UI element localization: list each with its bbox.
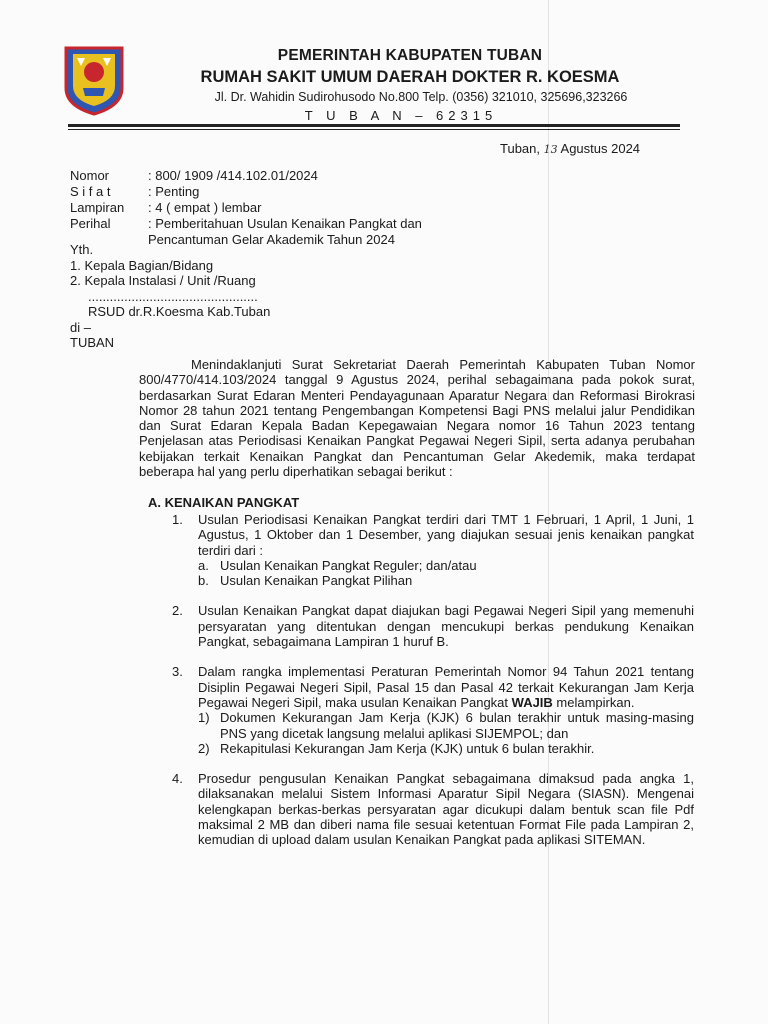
item-text-post: melampirkan. [552,694,635,710]
sub-item-text: Dokumen Kekurangan Jam Kerja (KJK) 6 bulan terakhir untuk masing-masing PNS yang dicetak langsung melalui aplikasi SIJEMPOL; dan [220,710,694,741]
meta-value: : Pemberitahuan Usulan Kenaikan Pangkat dan [148,216,422,231]
letterhead-city: T U B A N – 62315 [304,108,498,123]
sub-item-number: 1) [198,710,210,726]
addressee-line: RSUD dr.R.Koesma Kab.Tuban [88,304,271,319]
meta-key: S i f a t [70,184,111,199]
addressee-line: 1. Kepala Bagian/Bidang [70,257,214,273]
sub-item [198,710,694,741]
addressee-line: 2. Kepala Instalasi / Unit /Ruang [70,273,256,288]
meta-key: Nomor [70,168,110,183]
item-number: 3. [172,664,183,680]
item-body [198,664,694,756]
sub-item-text: Usulan Kenaikan Pangkat Reguler; dan/atau [220,557,477,573]
sub-item-letter: a. [198,557,209,573]
sub-item-text: Rekapitulasi Kekurangan Jam Kerja (KJK) untuk 6 bulan terakhir. [220,740,595,756]
sub-item-text: Usulan Kenaikan Pangkat Pilihan [220,573,413,589]
date-month-year: Agustus 2024 [560,141,641,156]
letterhead [140,46,680,125]
item-text: Usulan Periodisasi Kenaikan Pangkat terdiri dari TMT 1 Februari, 1 April, 1 Juni, 1 Agustus, 1 Oktober dan 1 Desember, yang diajukan sesuai jenis kenaikan pangkat terdiri dari : [198,512,694,558]
regency-crest-logo [63,44,125,116]
addressee-yth: Yth. [70,242,94,257]
section-a-items [172,512,694,863]
section-a-title: A. KENAIKAN PANGKAT [148,495,300,510]
date-place: Tuban, [500,141,540,156]
letterhead-government: PEMERINTAH KABUPATEN TUBAN [277,47,543,64]
meta-row [70,216,422,232]
date-day-handwritten: 13 [543,143,558,156]
item-text: Prosedur pengusulan Kenaikan Pangkat sebagaimana dimaksud pada angka 1, dilaksanakan melalui Sistem Informasi Aparatur Sipil Negara (SIASN). Mengenai kelengkapan berkas-berkas persyaratan agar dicukupi dalam bentuk scan file Pdf maksimal 2 MB dan diberi nama file sesuai ketentuan Format File pada Lampiran 2, kemudian di upload dalam usulan Kenaikan Pangkat pada aplikasi SITEMAN. [198,771,694,848]
meta-row [70,200,422,216]
item-number: 2. [172,603,183,619]
letter-body [139,357,695,479]
meta-value: : Penting [148,184,200,199]
item-number: 4. [172,771,183,787]
meta-key: Perihal [70,216,111,231]
meta-value: : 4 ( empat ) lembar [148,200,262,215]
item-text-emphasis: WAJIB [511,694,553,710]
letterhead-rule-thin [68,129,680,130]
sub-item [198,558,694,573]
list-item [172,771,694,847]
letter-meta [70,168,422,248]
meta-value: Pencantuman Gelar Akademik Tahun 2024 [148,232,395,247]
list-item [172,664,694,756]
sub-item-letter: b. [198,573,209,589]
letterhead-address: Jl. Dr. Wahidin Sudirohusodo No.800 Telp. (0356) 321010, 325696,323266 [214,90,628,104]
sub-item [198,741,694,756]
meta-row [70,184,422,200]
letterhead-hospital: RUMAH SAKIT UMUM DAERAH DOKTER R. KOESMA [200,68,620,86]
list-item [172,512,694,588]
addressee-block [70,242,270,351]
item-number: 1. [172,512,183,527]
addressee-city: TUBAN [70,335,115,350]
item-text [198,664,694,710]
letter-date [500,141,640,156]
addressee-di: di – [70,319,91,335]
addressee-dots: ............................................... [88,288,258,304]
letterhead-rule-thick [68,124,680,127]
item-body [198,512,694,588]
meta-key: Lampiran [70,200,125,215]
meta-value: : 800/ 1909 /414.102.01/2024 [148,168,318,183]
intro-paragraph: Menindaklanjuti Surat Sekretariat Daerah Pemerintah Kabupaten Tuban Nomor 800/4770/414.103/2024 tanggal 9 Agustus 2024, perihal sebagaimana pada pokok surat, berdasarkan Surat Edaran Menteri Pendayagunaan Aparatur Negara dan Reformasi Birokrasi Nomor 28 tahun 2021 tentang Pengembangan Kompetensi Bagi PNS melalui jalur Pendidikan dan Surat Edaran Kepala Badan Kepegawaian Negara nomor 16 Tahun 2023 tentang Penjelasan atas Periodisasi Kenaikan Pangkat Pegawai Negeri Sipil, serta adanya perubahan kebijakan terkait Kenaikan Pangkat dan Pencantuman Gelar Akedemik, maka terdapat beberapa hal yang perlu diperhatikan sebagai berikut : [139,357,695,480]
meta-row [70,168,422,184]
item-text: Usulan Kenaikan Pangkat dapat diajukan bagi Pegawai Negeri Sipil yang memenuhi persyaratan yang ditentukan dengan mencukupi berkas pendukung Kenaikan Pangkat, sebagaimana Lampiran 1 huruf B. [198,603,694,650]
sub-item-number: 2) [198,740,210,756]
list-item [172,603,694,649]
sub-item [198,573,694,588]
item-text-pre: Dalam rangka implementasi Peraturan Pemerintah Nomor 94 Tahun 2021 tentang Disiplin Pegawai Negeri Sipil, Pasal 15 dan Pasal 42 terkait Kekurangan Jam Kerja Pegawai Negeri Sipil, maka usulan Kenaikan Pangkat [198,664,694,710]
